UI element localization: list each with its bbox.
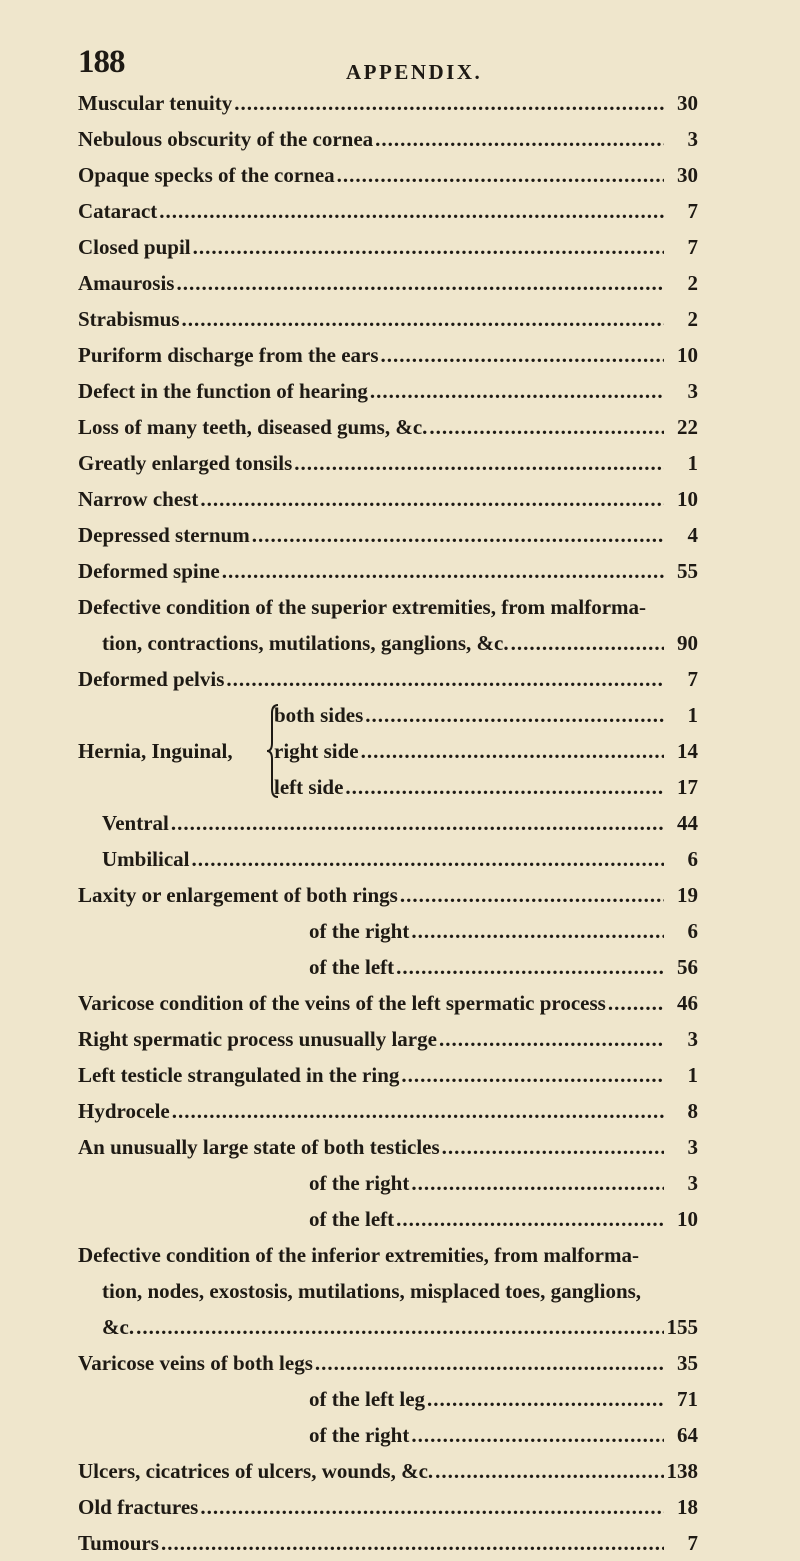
- list-item: [78, 445, 698, 481]
- entry-group-lower: [78, 805, 698, 1561]
- list-item: [78, 121, 698, 157]
- entry-value: 90: [677, 631, 698, 655]
- dot-leader: [411, 1417, 664, 1453]
- dot-leader: [337, 157, 664, 193]
- entry-list: [78, 85, 698, 1561]
- entry-label: tion, contractions, mutilations, ganglions, &c.: [102, 631, 509, 655]
- entry-label: &c.: [102, 1315, 135, 1339]
- list-item: [78, 1381, 698, 1417]
- list-item: [78, 1453, 698, 1489]
- list-item: [274, 697, 698, 733]
- entry-value: 7: [687, 667, 698, 691]
- dot-leader: [400, 877, 664, 913]
- dot-leader: [439, 1021, 664, 1057]
- list-item: [78, 517, 698, 553]
- dot-leader: [411, 1165, 664, 1201]
- dot-leader: [226, 661, 664, 697]
- entry-value: 10: [677, 1207, 698, 1231]
- list-item: [78, 1021, 698, 1057]
- entry-label: of the left leg: [309, 1387, 426, 1411]
- entry-value: 71: [677, 1387, 698, 1411]
- dot-leader: [396, 949, 664, 985]
- hernia-group: [78, 697, 698, 805]
- list-item: [78, 1273, 698, 1309]
- entry-label: Laxity or enlargement of both rings: [78, 883, 398, 907]
- list-item: [78, 661, 698, 697]
- list-item: [78, 265, 698, 301]
- dot-leader: [200, 1489, 664, 1525]
- entry-label: Deformed spine: [78, 559, 220, 583]
- list-item: [78, 193, 698, 229]
- dot-leader: [172, 1093, 664, 1129]
- entry-group-upper: [78, 85, 698, 697]
- list-item: [78, 229, 698, 265]
- dot-leader: [401, 1057, 664, 1093]
- list-item: [78, 1237, 698, 1273]
- entry-label: of the left: [309, 1207, 395, 1231]
- entry-value: 46: [677, 991, 698, 1015]
- list-item: [78, 1525, 698, 1561]
- entry-value: 4: [687, 523, 698, 547]
- entry-value: 14: [677, 739, 698, 763]
- entry-value: 2: [687, 307, 698, 331]
- entry-label: Depressed sternum: [78, 523, 250, 547]
- dot-leader: [381, 337, 664, 373]
- entry-value: 44: [677, 811, 698, 835]
- entry-value: 22: [677, 415, 698, 439]
- entry-value: 2: [687, 271, 698, 295]
- entry-value: 17: [677, 775, 698, 799]
- entry-label: Greatly enlarged tonsils: [78, 451, 293, 475]
- entry-value: 6: [687, 919, 698, 943]
- entry-label: Tumours: [78, 1531, 159, 1555]
- page-header: [78, 44, 718, 84]
- entry-value: 8: [687, 1099, 698, 1123]
- hernia-rows: [274, 697, 698, 805]
- dot-leader: [511, 625, 664, 661]
- dot-leader: [161, 1525, 664, 1561]
- entry-value: 1: [687, 703, 698, 727]
- entry-value: 7: [687, 235, 698, 259]
- list-item: [78, 409, 698, 445]
- list-item: [78, 157, 698, 193]
- list-item: [274, 769, 698, 805]
- hernia-label: Hernia, Inguinal,: [78, 739, 233, 763]
- dot-leader: [375, 121, 664, 157]
- entry-value: 10: [677, 487, 698, 511]
- entry-label: Defect in the function of hearing: [78, 379, 368, 403]
- entry-value: 30: [677, 91, 698, 115]
- entry-value: 3: [687, 127, 698, 151]
- dot-leader: [442, 1129, 664, 1165]
- entry-label: both sides: [274, 703, 364, 727]
- list-item: [78, 1489, 698, 1525]
- list-item: [78, 1417, 698, 1453]
- entry-value: 138: [666, 1459, 698, 1483]
- running-title: APPENDIX.: [346, 60, 483, 84]
- entry-label: of the right: [309, 1423, 410, 1447]
- list-item: [78, 301, 698, 337]
- entry-value: 155: [666, 1315, 698, 1339]
- dot-leader: [427, 1381, 664, 1417]
- entry-label: tion, nodes, exostosis, mutilations, misplaced toes, ganglions,: [102, 1279, 642, 1303]
- entry-value: 3: [687, 379, 698, 403]
- entry-label: Loss of many teeth, diseased gums, &c.: [78, 415, 428, 439]
- entry-label: Closed pupil: [78, 235, 191, 259]
- entry-label: Nebulous obscurity of the cornea: [78, 127, 374, 151]
- list-item: [78, 985, 698, 1021]
- entry-label: Ulcers, cicatrices of ulcers, wounds, &c.: [78, 1459, 434, 1483]
- entry-label: Left testicle strangulated in the ring: [78, 1063, 400, 1087]
- entry-value: 3: [687, 1171, 698, 1195]
- dot-leader: [171, 805, 664, 841]
- entry-value: 56: [677, 955, 698, 979]
- list-item: [78, 1165, 698, 1201]
- entry-label: Defective condition of the superior extremities, from malforma-: [78, 595, 647, 619]
- entry-label: Defective condition of the inferior extremities, from malforma-: [78, 1243, 639, 1267]
- entry-label: Amaurosis: [78, 271, 175, 295]
- entry-value: 10: [677, 343, 698, 367]
- dot-leader: [136, 1309, 664, 1345]
- dot-leader: [411, 913, 664, 949]
- dot-leader: [192, 841, 665, 877]
- list-item: [78, 553, 698, 589]
- entry-value: 55: [677, 559, 698, 583]
- entry-label: Strabismus: [78, 307, 180, 331]
- entry-label: An unusually large state of both testicles: [78, 1135, 440, 1159]
- entry-label: Varicose veins of both legs: [78, 1351, 313, 1375]
- entry-label: right side: [274, 739, 359, 763]
- list-item: [78, 85, 698, 121]
- entry-label: Old fractures: [78, 1495, 199, 1519]
- entry-label: Deformed pelvis: [78, 667, 225, 691]
- list-item: [78, 373, 698, 409]
- entry-label: left side: [274, 775, 344, 799]
- dot-leader: [176, 265, 664, 301]
- entry-label: Umbilical: [102, 847, 190, 871]
- dot-leader: [315, 1345, 664, 1381]
- entry-label: of the right: [309, 1171, 410, 1195]
- entry-value: 18: [677, 1495, 698, 1519]
- list-item: [78, 337, 698, 373]
- dot-leader: [365, 697, 664, 733]
- dot-leader: [234, 85, 664, 121]
- dot-leader: [193, 229, 664, 265]
- entry-value: 3: [687, 1027, 698, 1051]
- entry-value: 3: [687, 1135, 698, 1159]
- entry-label: of the right: [309, 919, 410, 943]
- dot-leader: [608, 985, 664, 1021]
- list-item: [274, 733, 698, 769]
- dot-leader: [370, 373, 664, 409]
- entry-value: 1: [687, 451, 698, 475]
- dot-leader: [252, 517, 664, 553]
- list-item: [78, 589, 698, 625]
- entry-value: 35: [677, 1351, 698, 1375]
- dot-leader: [222, 553, 664, 589]
- entry-value: 7: [687, 1531, 698, 1555]
- entry-label: Varicose condition of the veins of the left spermatic process: [78, 991, 606, 1015]
- dot-leader: [159, 193, 664, 229]
- dot-leader: [361, 733, 664, 769]
- list-item: [78, 913, 698, 949]
- entry-label: Opaque specks of the cornea: [78, 163, 335, 187]
- list-item: [78, 625, 698, 661]
- entry-value: 7: [687, 199, 698, 223]
- dot-leader: [345, 769, 664, 805]
- entry-label: Right spermatic process unusually large: [78, 1027, 437, 1051]
- entry-label: Cataract: [78, 199, 158, 223]
- list-item: [78, 1345, 698, 1381]
- entry-value: 64: [677, 1423, 698, 1447]
- entry-label: Narrow chest: [78, 487, 199, 511]
- page-number: 188: [78, 44, 125, 80]
- entry-value: 30: [677, 163, 698, 187]
- list-item: [78, 1201, 698, 1237]
- list-item: [78, 805, 698, 841]
- list-item: [78, 877, 698, 913]
- list-item: [78, 841, 698, 877]
- list-item: [78, 949, 698, 985]
- dot-leader: [182, 301, 664, 337]
- entry-label: Muscular tenuity: [78, 91, 233, 115]
- list-item: [78, 1057, 698, 1093]
- entry-value: 6: [687, 847, 698, 871]
- dot-leader: [429, 409, 664, 445]
- entry-label: Puriform discharge from the ears: [78, 343, 379, 367]
- entry-label: Hydrocele: [78, 1099, 170, 1123]
- list-item: [78, 1309, 698, 1345]
- entry-value: 19: [677, 883, 698, 907]
- entry-label: of the left: [309, 955, 395, 979]
- list-item: [78, 1129, 698, 1165]
- dot-leader: [294, 445, 664, 481]
- list-item: [78, 1093, 698, 1129]
- dot-leader: [200, 481, 664, 517]
- dot-leader: [435, 1453, 664, 1489]
- list-item: [78, 481, 698, 517]
- dot-leader: [396, 1201, 664, 1237]
- entry-label: Ventral: [102, 811, 169, 835]
- entry-value: 1: [687, 1063, 698, 1087]
